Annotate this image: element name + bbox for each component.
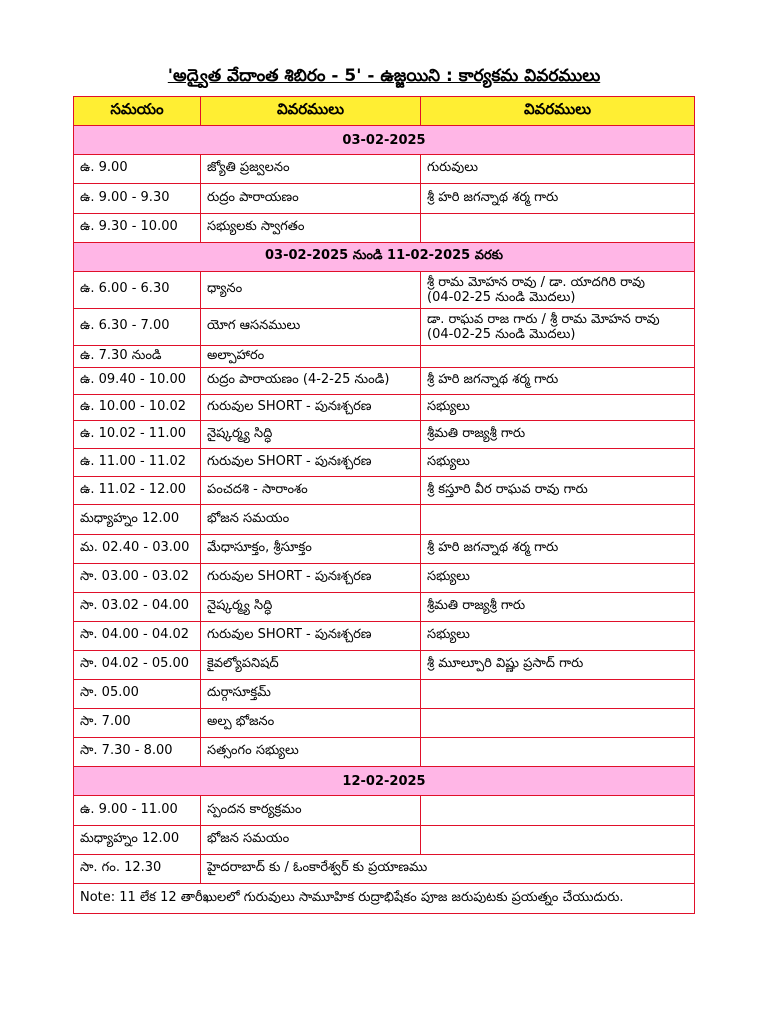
- by-cell: [421, 826, 695, 855]
- table-row: [74, 651, 695, 680]
- event-cell: నైష్కర్మ్య సిద్ధి: [201, 593, 421, 622]
- by-cell: [421, 214, 695, 243]
- time-cell: సా. గం. 12.30: [74, 855, 201, 884]
- note-row: Note: 11 లేక 12 తారీఖులలో గురువులు సామూహిక రుద్రాభిషేకం పూజ జరుపుటకు ప్రయత్నం చేయుదురు.: [74, 884, 695, 914]
- by-cell: [421, 309, 695, 346]
- table-row: [74, 505, 695, 535]
- by-cell: సభ్యులు: [421, 564, 695, 593]
- by-cell: శ్రీ హరి జగన్నాథ శర్మ గారు: [421, 535, 695, 564]
- by-line-2: (04-02-25 నుండి మొదలు): [427, 290, 576, 305]
- time-cell: సా. 03.02 - 04.00: [74, 593, 201, 622]
- table-row: [74, 309, 695, 346]
- time-cell: సా. 04.02 - 05.00: [74, 651, 201, 680]
- time-cell: సా. 04.00 - 04.02: [74, 622, 201, 651]
- header-details-2: వివరములు: [421, 97, 695, 126]
- by-cell: శ్రీ హరి జగన్నాథ శర్మ గారు: [421, 184, 695, 214]
- time-cell: ఉ. 9.00: [74, 155, 201, 184]
- event-cell: గురువుల SHORT - పునఃశ్చరణ: [201, 449, 421, 477]
- time-cell: మధ్యాహ్నం 12.00: [74, 826, 201, 855]
- time-cell: ఉ. 7.30 నుండి: [74, 346, 201, 368]
- event-cell: హైదరాబాద్ కు / ఓంకారేశ్వర్ కు ప్రయాణము: [201, 855, 695, 884]
- by-cell: గురువులు: [421, 155, 695, 184]
- time-cell: ఉ. 11.00 - 11.02: [74, 449, 201, 477]
- by-cell: [421, 709, 695, 738]
- time-cell: ఉ. 9.30 - 10.00: [74, 214, 201, 243]
- by-cell: సభ్యులు: [421, 449, 695, 477]
- event-cell: జ్యోతి ప్రజ్వలనం: [201, 155, 421, 184]
- time-cell: ఉ. 6.00 - 6.30: [74, 272, 201, 309]
- table-row: [74, 796, 695, 826]
- event-cell: పంచదశి - సారాంశం: [201, 477, 421, 505]
- by-cell: [421, 272, 695, 309]
- event-cell: అల్ప భోజనం: [201, 709, 421, 738]
- header-details: వివరములు: [201, 97, 421, 126]
- by-line-1: శ్రీ రామ మోహన రావు / డా. యాదగిరి రావు: [427, 275, 645, 290]
- event-cell: సత్సంగం సభ్యులు: [201, 738, 421, 767]
- table-row: [74, 272, 695, 309]
- header-row: [74, 97, 695, 126]
- table-row: [74, 680, 695, 709]
- page-title: 'అద్వైత వేదాంత శిబిరం - 5' - ఉజ్జయిని : కార్యకమ వివరములు: [167, 66, 601, 86]
- time-cell: ఉ. 9.00 - 11.00: [74, 796, 201, 826]
- event-cell: గురువుల SHORT - పునఃశ్చరణ: [201, 564, 421, 593]
- time-cell: ఉ. 6.30 - 7.00: [74, 309, 201, 346]
- time-cell: ఉ. 09.40 - 10.00: [74, 368, 201, 395]
- table-row: [74, 622, 695, 651]
- event-cell: గురువుల SHORT - పునఃశ్చరణ: [201, 622, 421, 651]
- by-cell: శ్రీ మూల్పూరి విష్ణు ప్రసాద్ గారు: [421, 651, 695, 680]
- table-row: [74, 214, 695, 243]
- table-row: [74, 477, 695, 505]
- by-cell: శ్రీ హరి జగన్నాథ శర్మ గారు: [421, 368, 695, 395]
- by-cell: [421, 680, 695, 709]
- table-row: [74, 368, 695, 395]
- time-cell: సా. 05.00: [74, 680, 201, 709]
- event-cell: యోగ ఆసనములు: [201, 309, 421, 346]
- time-cell: ఉ. 9.00 - 9.30: [74, 184, 201, 214]
- table-row: [74, 593, 695, 622]
- table-row: [74, 738, 695, 767]
- time-cell: ఉ. 10.00 - 10.02: [74, 395, 201, 421]
- header-time: సమయం: [74, 97, 201, 126]
- event-cell: నైష్కర్మ్య సిద్ధి: [201, 421, 421, 449]
- time-cell: ఉ. 11.02 - 12.00: [74, 477, 201, 505]
- table-row: [74, 155, 695, 184]
- event-cell: అల్పాహారం: [201, 346, 421, 368]
- event-cell: రుద్రం పారాయణం (4-2-25 నుండి): [201, 368, 421, 395]
- event-cell: భోజన సమయం: [201, 505, 421, 535]
- event-cell: రుద్రం పారాయణం: [201, 184, 421, 214]
- by-cell: [421, 796, 695, 826]
- event-cell: ధ్యానం: [201, 272, 421, 309]
- event-cell: స్పందన కార్యక్రమం: [201, 796, 421, 826]
- table-row: [74, 346, 695, 368]
- by-cell: [421, 346, 695, 368]
- time-cell: సా. 03.00 - 03.02: [74, 564, 201, 593]
- table-row: [74, 826, 695, 855]
- table-row: [74, 184, 695, 214]
- event-cell: భోజన సమయం: [201, 826, 421, 855]
- event-cell: కైవల్యోపనిషద్: [201, 651, 421, 680]
- event-cell: గురువుల SHORT - పునఃశ్చరణ: [201, 395, 421, 421]
- by-cell: సభ్యులు: [421, 622, 695, 651]
- date-row: 12-02-2025: [74, 767, 695, 796]
- table-row: [74, 449, 695, 477]
- schedule-table: [73, 96, 695, 914]
- by-line-2: (04-02-25 నుండి మొదలు): [427, 327, 576, 342]
- table-row: [74, 421, 695, 449]
- table-row: [74, 855, 695, 884]
- table-row: [74, 709, 695, 738]
- event-cell: దుర్గాసూక్తమ్: [201, 680, 421, 709]
- table-row: [74, 564, 695, 593]
- time-cell: మధ్యాహ్నం 12.00: [74, 505, 201, 535]
- by-cell: శ్రీమతి రాజ్యశ్రీ గారు: [421, 421, 695, 449]
- table-row: [74, 535, 695, 564]
- time-cell: ఉ. 10.02 - 11.00: [74, 421, 201, 449]
- time-cell: సా. 7.00: [74, 709, 201, 738]
- by-cell: సభ్యులు: [421, 395, 695, 421]
- by-cell: శ్రీమతి రాజ్యశ్రీ గారు: [421, 593, 695, 622]
- time-cell: సా. 7.30 - 8.00: [74, 738, 201, 767]
- by-cell: [421, 505, 695, 535]
- table-row: [74, 395, 695, 421]
- by-cell: [421, 738, 695, 767]
- by-cell: శ్రీ కస్తూరి వీర రాఘవ రావు గారు: [421, 477, 695, 505]
- by-line-1: డా. రాఘవ రాజ గారు / శ్రీ రామ మోహన రావు: [427, 312, 660, 327]
- event-cell: సభ్యులకు స్వాగతం: [201, 214, 421, 243]
- event-cell: మేధాసూక్తం, శ్రీసూక్తం: [201, 535, 421, 564]
- date-row: 03-02-2025 నుండి 11-02-2025 వరకు: [74, 243, 695, 272]
- time-cell: మ. 02.40 - 03.00: [74, 535, 201, 564]
- date-row: 03-02-2025: [74, 126, 695, 155]
